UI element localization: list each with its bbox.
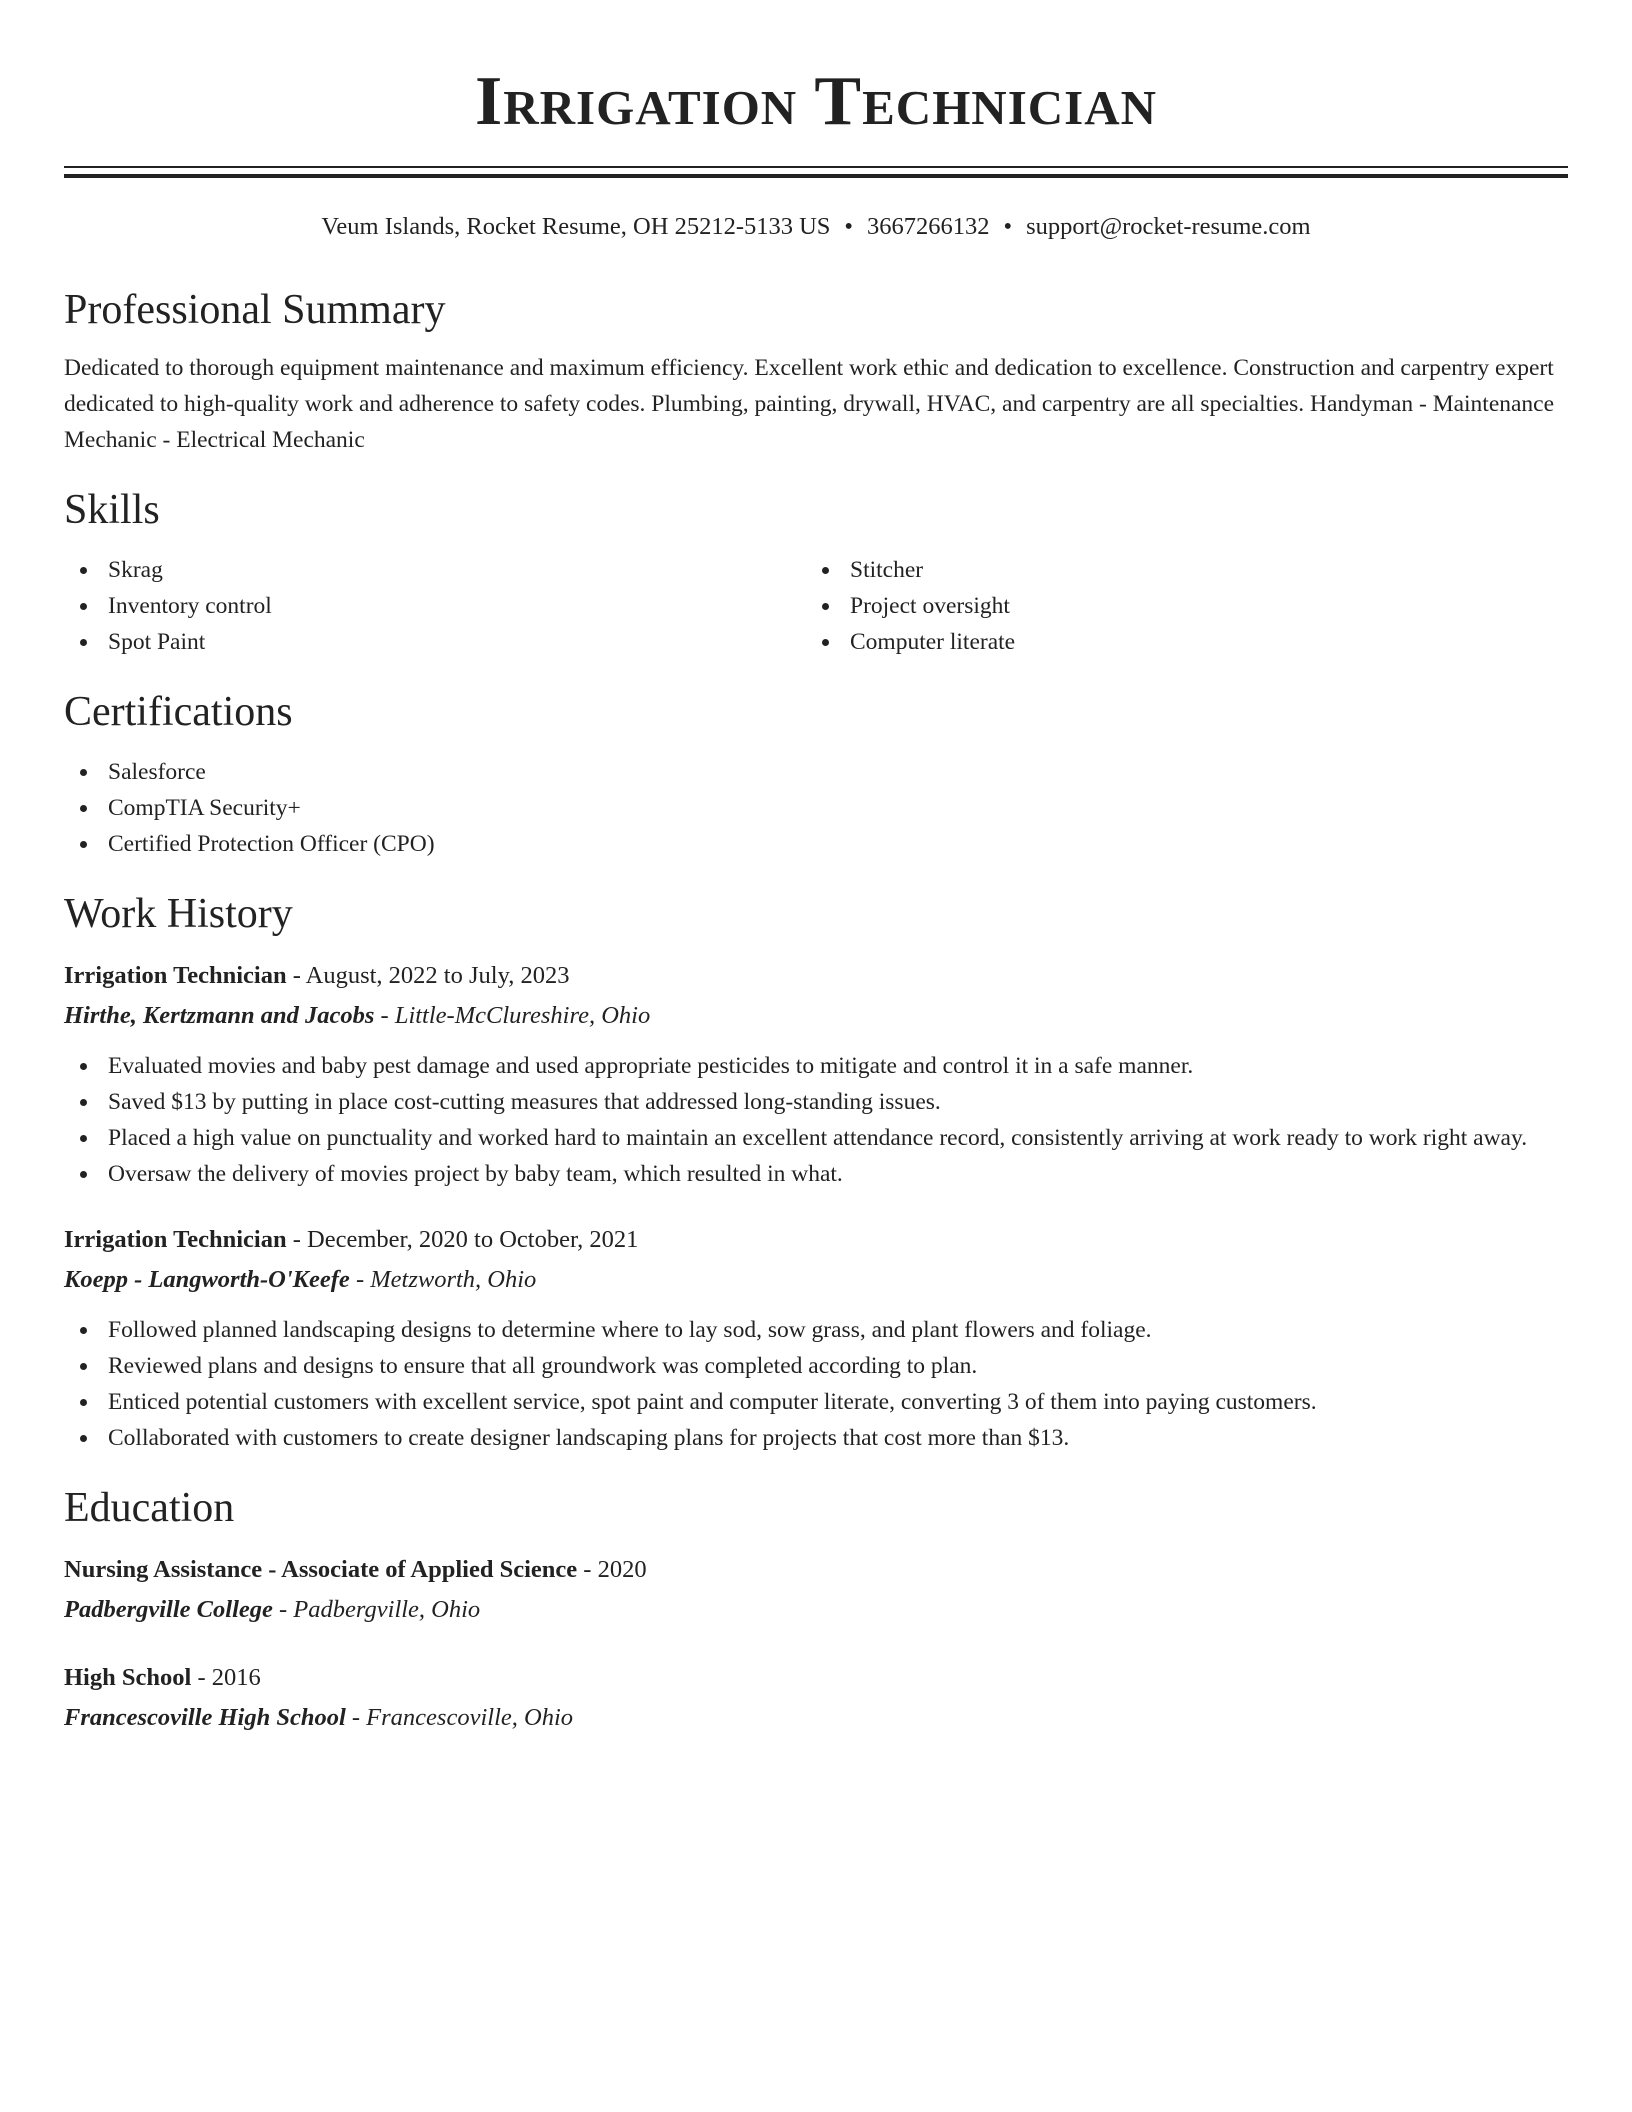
skill-item: Skrag <box>64 552 806 588</box>
certification-item: Salesforce <box>64 754 1568 790</box>
contact-separator: • <box>1003 213 1013 240</box>
job-entry <box>64 956 1568 1192</box>
contact-email: support@rocket-resume.com <box>1026 213 1311 240</box>
education-degree-line: High School - 2016 <box>64 1664 261 1691</box>
skill-item: Computer literate <box>806 624 1548 660</box>
job-bullets <box>64 1048 1568 1192</box>
skill-item: Inventory control <box>64 588 806 624</box>
resume-title: Irrigation Technician <box>475 63 1157 140</box>
skills-columns <box>64 552 1568 660</box>
contact-line <box>64 210 1568 244</box>
job-role: Irrigation Technician <box>64 1226 287 1253</box>
job-bullet: Collaborated with customers to create designer landscaping plans for projects that cost more than $13. <box>64 1420 1568 1456</box>
job-bullet: Reviewed plans and designs to ensure that all groundwork was completed according to plan. <box>64 1348 1568 1384</box>
job-bullet: Followed planned landscaping designs to determine where to lay sod, sow grass, and plant flowers and foliage. <box>64 1312 1568 1348</box>
job-company: Koepp - Langworth-O'Keefe <box>64 1266 350 1293</box>
contact-address: Veum Islands, Rocket Resume, OH 25212-5133 US <box>321 213 831 240</box>
job-dates: August, 2022 to July, 2023 <box>305 962 570 989</box>
job-bullets <box>64 1312 1568 1456</box>
certification-item: CompTIA Security+ <box>64 790 1568 826</box>
education-year: 2016 <box>211 1664 261 1691</box>
education-degree: Nursing Assistance - Associate of Applied Science <box>64 1556 578 1583</box>
education-entry <box>64 1658 1568 1738</box>
skills-heading: Skills <box>64 487 160 533</box>
certifications-heading: Certifications <box>64 689 293 735</box>
education-school-line: Padbergville College - Padbergville, Ohio <box>64 1596 481 1623</box>
contact-phone: 3667266132 <box>867 213 990 240</box>
skills-list-right <box>806 552 1548 660</box>
education-entry <box>64 1550 1568 1630</box>
title-rule-thin <box>64 166 1568 168</box>
summary-heading: Professional Summary <box>64 287 446 333</box>
education-heading: Education <box>64 1485 235 1531</box>
education-location: Padbergville, Ohio <box>293 1596 481 1623</box>
certification-item: Certified Protection Officer (CPO) <box>64 826 1568 862</box>
summary-text: Dedicated to thorough equipment maintenance and maximum efficiency. Excellent work ethic and dedication to excellence. Construction and carpentry expert dedicated to high-quality work and adherence to safety codes. Plumbing, painting, drywall, HVAC, and carpentry are all specialties. Handyman - Maintenance Mechanic - Electrical Mechanic <box>64 355 1555 453</box>
job-company-line: Koepp - Langworth-O'Keefe - Metzworth, Ohio <box>64 1266 537 1293</box>
job-title-line: Irrigation Technician - August, 2022 to July, 2023 <box>64 962 570 989</box>
skill-item: Project oversight <box>806 588 1548 624</box>
job-bullet: Placed a high value on punctuality and worked hard to maintain an excellent attendance record, consistently arriving at work ready to work right away. <box>64 1120 1568 1156</box>
job-location: Metzworth, Ohio <box>370 1266 537 1293</box>
education-degree-line: Nursing Assistance - Associate of Applied Science - 2020 <box>64 1556 647 1583</box>
title-rule-thick <box>64 174 1568 178</box>
job-bullet: Saved $13 by putting in place cost-cutting measures that addressed long-standing issues. <box>64 1084 1568 1120</box>
education-school-line: Francescoville High School - Francescoville, Ohio <box>64 1704 573 1731</box>
work-history-heading: Work History <box>64 891 293 937</box>
education-location: Francescoville, Ohio <box>366 1704 573 1731</box>
contact-separator: • <box>844 213 853 240</box>
job-bullet: Oversaw the delivery of movies project by baby team, which resulted in what. <box>64 1156 1568 1192</box>
education-year: 2020 <box>597 1556 647 1583</box>
job-location: Little-McClureshire, Ohio <box>394 1002 651 1029</box>
job-title-line: Irrigation Technician - December, 2020 to October, 2021 <box>64 1226 639 1253</box>
job-company-line: Hirthe, Kertzmann and Jacobs - Little-McClureshire, Ohio <box>64 1002 651 1029</box>
job-bullet: Evaluated movies and baby pest damage and used appropriate pesticides to mitigate and control it in a safe manner. <box>64 1048 1568 1084</box>
skill-item: Spot Paint <box>64 624 806 660</box>
education-school: Francescoville High School <box>64 1704 346 1731</box>
job-company: Hirthe, Kertzmann and Jacobs <box>64 1002 375 1029</box>
skill-item: Stitcher <box>806 552 1548 588</box>
job-entry <box>64 1220 1568 1456</box>
education-school: Padbergville College <box>64 1596 273 1623</box>
job-bullet: Enticed potential customers with excellent service, spot paint and computer literate, converting 3 of them into paying customers. <box>64 1384 1568 1420</box>
job-role: Irrigation Technician <box>64 962 287 989</box>
certifications-list <box>64 754 1568 862</box>
skills-list-left <box>64 552 806 660</box>
job-dates: December, 2020 to October, 2021 <box>307 1226 639 1253</box>
education-degree: High School <box>64 1664 192 1691</box>
